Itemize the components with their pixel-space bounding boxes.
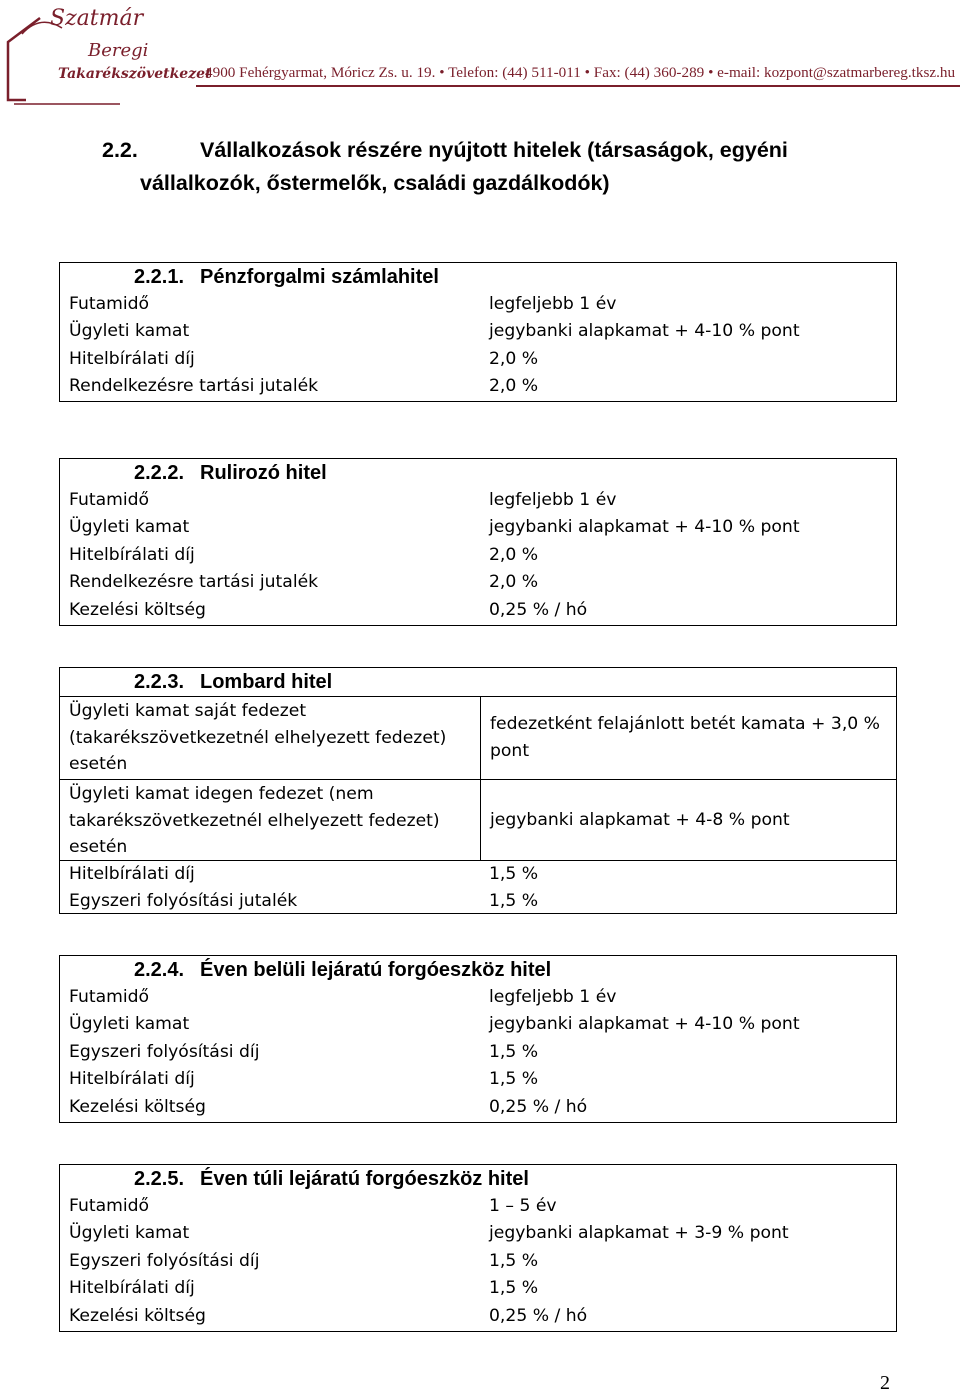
table-title (60, 459, 896, 487)
table-row (60, 1193, 896, 1220)
table-row (60, 779, 896, 861)
table-row (60, 542, 896, 569)
table-title (60, 668, 896, 696)
table-row (60, 373, 896, 400)
table-row (60, 984, 896, 1011)
table-row (60, 1248, 896, 1275)
row-label: Egyszeri folyósítási díj (69, 1041, 260, 1062)
section-title-line2: vállalkozók, őstermelők, családi gazdálkodók) (140, 171, 610, 195)
table-row (60, 1303, 896, 1330)
table-title-text: Lombard hitel (200, 671, 333, 693)
table-row (60, 1094, 896, 1121)
row-label: Egyszeri folyósítási jutalék (69, 891, 298, 912)
logo-text-beregi: Beregi (88, 40, 149, 61)
table-row (60, 888, 896, 915)
page-number: 2 (880, 1372, 890, 1394)
row-value: jegybanki alapkamat + 4-8 % pont (480, 780, 896, 860)
table-number: 2.2.3. (134, 671, 185, 693)
row-label: Ügyleti kamat (69, 1223, 190, 1244)
section-number: 2.2. (102, 138, 138, 162)
table-number: 2.2.5. (134, 1168, 185, 1190)
section-title-line1: Vállalkozások részére nyújtott hitelek (társaságok, egyéni (200, 138, 788, 162)
row-label: Ügyleti kamat (69, 1014, 190, 1035)
row-label: Hitelbírálati díj (69, 1278, 195, 1299)
row-value: 1,5 % (489, 1278, 539, 1299)
row-label: Kezelési költség (69, 1305, 206, 1326)
row-value: legfeljebb 1 év (489, 987, 617, 1007)
table-row (60, 696, 896, 779)
table-row (60, 597, 896, 624)
table-row (60, 291, 896, 318)
row-value: 1,5 % (489, 891, 539, 912)
logo-text-szatmar: Szatmár (50, 6, 144, 31)
table-number: 2.2.4. (134, 959, 185, 981)
row-value: legfeljebb 1 év (489, 490, 617, 510)
loan-table-rulirozo (59, 458, 897, 626)
row-value: 0,25 % / hó (489, 1305, 588, 1326)
row-label: Rendelkezésre tartási jutalék (69, 376, 319, 397)
table-title (60, 956, 896, 984)
loan-table-even-tuli (59, 1164, 897, 1332)
row-label: Egyszeri folyósítási díj (69, 1250, 260, 1271)
table-row (60, 318, 896, 345)
table-row (60, 514, 896, 541)
row-value: 1,5 % (489, 1041, 539, 1062)
table-title-text: Éven belüli lejáratú forgóeszköz hitel (200, 959, 552, 981)
table-row (60, 346, 896, 373)
row-value: 2,0 % (489, 544, 539, 565)
row-value: 1,5 % (489, 1250, 539, 1271)
row-label: Hitelbírálati díj (69, 864, 195, 884)
row-value: 1 – 5 év (489, 1196, 557, 1216)
table-row (60, 1066, 896, 1093)
table-title (60, 1165, 896, 1193)
table-row (60, 569, 896, 596)
row-value: 0,25 % / hó (489, 599, 588, 620)
table-row (60, 1039, 896, 1066)
table-number: 2.2.2. (134, 462, 185, 484)
table-row (60, 861, 896, 888)
loan-table-penzforgalmi (59, 262, 897, 402)
table-number: 2.2.1. (134, 266, 185, 288)
row-label: Kezelési költség (69, 599, 206, 620)
row-value: legfeljebb 1 év (489, 294, 617, 314)
row-label: Ügyleti kamat (69, 321, 190, 342)
letterhead (0, 0, 960, 110)
row-value: jegybanki alapkamat + 4-10 % pont (489, 517, 800, 538)
table-title-text: Pénzforgalmi számlahitel (200, 266, 439, 288)
row-label: Futamidő (69, 1196, 150, 1216)
table-title-text: Rulirozó hitel (200, 462, 327, 484)
row-value: jegybanki alapkamat + 4-10 % pont (489, 1014, 800, 1035)
row-value: 0,25 % / hó (489, 1096, 588, 1117)
logo-text-takarekszovetkezet: Takarékszövetkezet (58, 66, 212, 82)
section-heading (102, 134, 922, 200)
table-title-text: Éven túli lejáratú forgóeszköz hitel (200, 1168, 529, 1190)
row-value: jegybanki alapkamat + 4-10 % pont (489, 321, 800, 342)
row-value: 2,0 % (489, 376, 539, 397)
row-value: 2,0 % (489, 348, 539, 369)
row-value: jegybanki alapkamat + 3-9 % pont (489, 1223, 789, 1244)
row-value: 2,0 % (489, 572, 539, 593)
row-label: Rendelkezésre tartási jutalék (69, 572, 319, 593)
table-row (60, 1220, 896, 1247)
row-label: Futamidő (69, 987, 150, 1007)
row-label: Hitelbírálati díj (69, 348, 195, 369)
table-row (60, 1275, 896, 1302)
header-rule (196, 85, 960, 87)
loan-table-lombard (59, 667, 897, 914)
row-value: fedezetként felajánlott betét kamata + 3,0 % pont (480, 697, 896, 779)
row-label: Kezelési költség (69, 1096, 206, 1117)
row-value: 1,5 % (489, 864, 539, 884)
table-title (60, 263, 896, 291)
row-label: Ügyleti kamat idegen fedezet (nem takarékszövetkezetnél elhelyezett fedezet) esetén (69, 784, 440, 858)
row-label: Hitelbírálati díj (69, 544, 195, 565)
table-row (60, 487, 896, 514)
row-label: Futamidő (69, 490, 150, 510)
table-row (60, 1011, 896, 1038)
row-label: Hitelbírálati díj (69, 1069, 195, 1090)
loan-table-even-beluli (59, 955, 897, 1123)
row-label: Ügyleti kamat saját fedezet (takarékszövetkezetnél elhelyezett fedezet) esetén (69, 701, 447, 775)
row-value: 1,5 % (489, 1069, 539, 1090)
row-label: Futamidő (69, 294, 150, 314)
row-label: Ügyleti kamat (69, 517, 190, 538)
contact-line: 4900 Fehérgyarmat, Móricz Zs. u. 19. • Telefon: (44) 511-011 • Fax: (44) 360-289 • e-mail: kozpont@szatmarbereg.tksz.hu (205, 64, 956, 81)
